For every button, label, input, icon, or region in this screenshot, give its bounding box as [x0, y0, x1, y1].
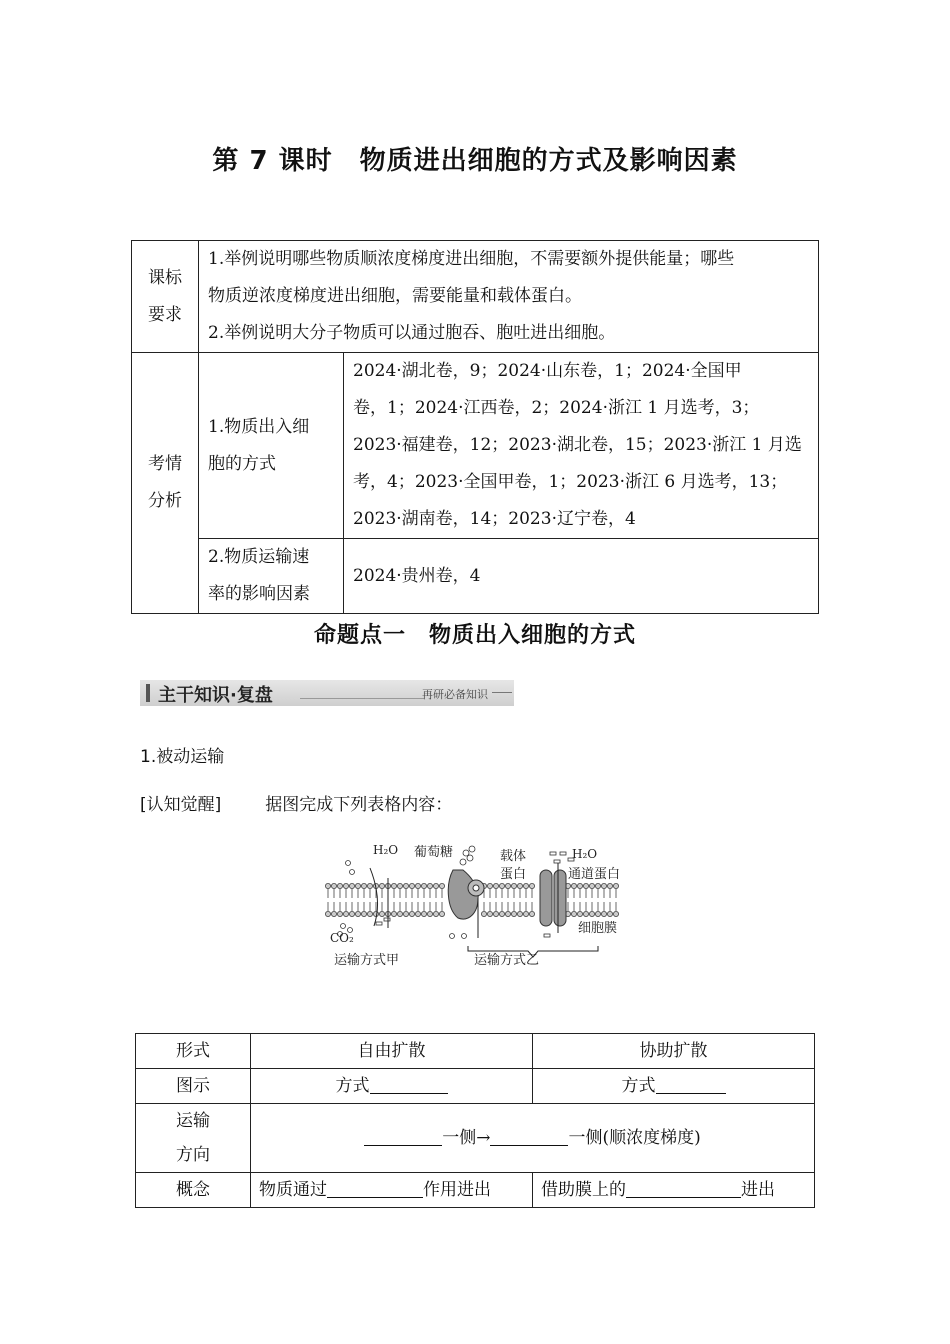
direction-label-2: 方向	[176, 1145, 210, 1165]
blank[interactable]	[656, 1075, 726, 1094]
phospholipid-head	[487, 883, 492, 888]
phospholipid-head	[511, 883, 516, 888]
ref-line: 卷，1；2024·江西卷，2；2024·浙江 1 月选考，3；	[353, 398, 760, 418]
ref-line: 2024·湖北卷，9；2024·山东卷，1；2024·全国甲	[353, 361, 742, 381]
section-title: 命题点一 物质出入细胞的方式	[313, 623, 636, 648]
phospholipid-head	[343, 911, 348, 916]
phospholipid-head	[439, 883, 444, 888]
phospholipid-head	[523, 911, 528, 916]
kebiao-label-2: 要求	[148, 304, 182, 325]
phospholipid-head	[403, 883, 408, 888]
cell-direction	[251, 1104, 815, 1173]
kebiao-label-1: 课标	[148, 267, 182, 288]
ref-line: 考，4；2023·全国甲卷，1；2023·浙江 6 月选考，13；	[353, 472, 788, 492]
phospholipid-head	[481, 911, 486, 916]
phospholipid-head	[511, 911, 516, 916]
channel-protein	[540, 870, 566, 926]
phospholipid-head	[607, 911, 612, 916]
phospholipid-head	[433, 883, 438, 888]
label-channel: 通道蛋白	[568, 867, 621, 882]
phospholipid-head	[571, 911, 576, 916]
phospholipid-head	[373, 911, 378, 916]
phospholipid-head	[595, 911, 600, 916]
blank[interactable]	[370, 1075, 448, 1094]
banner-bar	[146, 684, 150, 702]
phospholipid-head	[349, 911, 354, 916]
topic-2-refs: 2024·贵州卷，4	[344, 539, 819, 614]
topic-line: 率的影响因素	[208, 584, 310, 604]
phospholipid-head	[499, 911, 504, 916]
heading-passive-transport: 1.被动运输	[140, 747, 225, 767]
phospholipid-head	[421, 911, 426, 916]
phospholipid-head	[325, 911, 330, 916]
topic-2	[199, 539, 344, 614]
row-diagram-label: 图示	[136, 1069, 251, 1104]
cell-facilitated-concept	[533, 1173, 815, 1208]
topic-1-refs	[344, 353, 819, 539]
instruction-text: 据图完成下列表格内容：	[265, 795, 453, 815]
label-carrier-1: 载体	[500, 849, 527, 864]
phospholipid-head	[517, 883, 522, 888]
awareness-tag: [认知觉醒]	[140, 795, 222, 815]
topic-1	[199, 353, 344, 539]
direction-side-2: 一侧(顺浓度梯度)	[568, 1128, 701, 1148]
phospholipid-head	[325, 883, 330, 888]
phospholipid-head	[571, 883, 576, 888]
phospholipid-head	[613, 883, 618, 888]
phospholipid-head	[379, 911, 384, 916]
cell-free-concept	[251, 1173, 533, 1208]
phospholipid-head	[493, 911, 498, 916]
concept-text: 物质通过	[259, 1180, 327, 1200]
phospholipid-head	[355, 883, 360, 888]
kaoqing-header	[132, 353, 199, 614]
phospholipid-head	[409, 911, 414, 916]
phospholipid-head	[355, 911, 360, 916]
phospholipid-head	[601, 911, 606, 916]
phospholipid-head	[409, 883, 414, 888]
phospholipid-head	[601, 883, 606, 888]
phospholipid-head	[529, 911, 534, 916]
phospholipid-head	[367, 883, 372, 888]
phospholipid-head	[505, 883, 510, 888]
label-carrier-2: 蛋白	[500, 867, 527, 882]
phospholipid-head	[427, 883, 432, 888]
ref-line: 2023·福建卷，12；2023·湖北卷，15；2023·浙江 1 月选	[353, 435, 802, 455]
topic-line: 胞的方式	[208, 453, 276, 474]
blank[interactable]	[364, 1127, 442, 1146]
kebiao-line: 物质逆浓度梯度进出细胞，需要能量和载体蛋白。	[208, 286, 582, 306]
banner-title: 主干知识·复盘	[158, 685, 273, 706]
direction-label-1: 运输	[176, 1111, 210, 1131]
ref-line: 2023·湖南卷，14；2023·辽宁卷，4	[353, 509, 636, 529]
kaoqing-label-1: 考情	[148, 454, 182, 474]
phospholipid-head	[415, 883, 420, 888]
th-facilitated-diffusion: 协助扩散	[533, 1034, 815, 1069]
phospholipid-head	[391, 911, 396, 916]
row-direction-label	[136, 1104, 251, 1173]
phospholipid-head	[439, 911, 444, 916]
phospholipid-head	[403, 911, 408, 916]
blank[interactable]	[626, 1179, 741, 1198]
phospholipid-head	[331, 883, 336, 888]
section-banner	[140, 680, 514, 706]
phospholipid-head	[361, 911, 366, 916]
phospholipid-head	[391, 883, 396, 888]
phospholipid-head	[613, 911, 618, 916]
phospholipid-head	[421, 883, 426, 888]
page-title: 第 7 课时 物质进出细胞的方式及影响因素	[212, 146, 738, 176]
banner-right-label: 再研必备知识	[422, 688, 488, 701]
banner-tail	[492, 692, 512, 693]
phospholipid-head	[589, 911, 594, 916]
phospholipid-head	[499, 883, 504, 888]
blank[interactable]	[327, 1179, 423, 1198]
phospholipid-head	[505, 911, 510, 916]
phospholipid-head	[595, 883, 600, 888]
phospholipid-head	[337, 911, 342, 916]
phospholipid-head	[583, 883, 588, 888]
phospholipid-head	[397, 883, 402, 888]
cell-facilitated-mode	[533, 1069, 815, 1104]
blank[interactable]	[490, 1127, 568, 1146]
topic-line: 2.物质运输速	[208, 547, 310, 567]
phospholipid-head	[493, 883, 498, 888]
membrane-diagram	[318, 838, 638, 976]
label-mode-a: 运输方式甲	[334, 953, 400, 968]
topic-line: 1.物质出入细	[208, 416, 310, 437]
direction-side-1: 一侧→	[442, 1128, 491, 1148]
th-free-diffusion: 自由扩散	[251, 1034, 533, 1069]
transport-table	[135, 1033, 815, 1208]
phospholipid-head	[349, 883, 354, 888]
concept-text: 借助膜上的	[541, 1180, 626, 1200]
phospholipid-head	[577, 911, 582, 916]
concept-text: 作用进出	[423, 1180, 491, 1200]
phospholipid-head	[529, 883, 534, 888]
label-glucose: 葡萄糖	[414, 845, 454, 860]
phospholipid-head	[487, 911, 492, 916]
mode-text: 方式	[335, 1076, 370, 1096]
phospholipid-head	[397, 911, 402, 916]
banner-divider	[300, 698, 424, 699]
phospholipid-head	[343, 883, 348, 888]
th-form: 形式	[136, 1034, 251, 1069]
phospholipid-head	[337, 883, 342, 888]
kebiao-header	[132, 241, 199, 353]
curriculum-table	[131, 240, 819, 614]
phospholipid-head	[361, 883, 366, 888]
cell-free-mode	[251, 1069, 533, 1104]
phospholipid-head	[379, 883, 384, 888]
phospholipid-head	[427, 911, 432, 916]
phospholipid-head	[583, 911, 588, 916]
kebiao-content	[199, 241, 819, 353]
row-concept-label: 概念	[136, 1173, 251, 1208]
label-membrane: 细胞膜	[578, 921, 618, 936]
phospholipid-head	[367, 911, 372, 916]
phospholipid-head	[607, 883, 612, 888]
kebiao-line: 1.举例说明哪些物质顺浓度梯度进出细胞，不需要额外提供能量；哪些	[208, 249, 735, 269]
phospholipid-head	[331, 911, 336, 916]
label-h2o-left: H₂O	[373, 843, 399, 857]
instruction-paragraph	[140, 790, 452, 815]
phospholipid-head	[577, 883, 582, 888]
carrier-protein	[448, 870, 484, 919]
mode-text: 方式	[621, 1076, 656, 1096]
concept-text: 进出	[741, 1180, 775, 1200]
phospholipid-head	[523, 883, 528, 888]
phospholipid-head	[415, 911, 420, 916]
phospholipid-head	[517, 911, 522, 916]
phospholipid-head	[433, 911, 438, 916]
phospholipid-head	[589, 883, 594, 888]
label-h2o-right: H₂O	[572, 847, 598, 861]
label-mode-b: 运输方式乙	[474, 953, 540, 968]
label-co2: CO₂	[330, 931, 354, 945]
kaoqing-label-2: 分析	[148, 491, 182, 511]
kebiao-line: 2.举例说明大分子物质可以通过胞吞、胞吐进出细胞。	[208, 323, 616, 343]
